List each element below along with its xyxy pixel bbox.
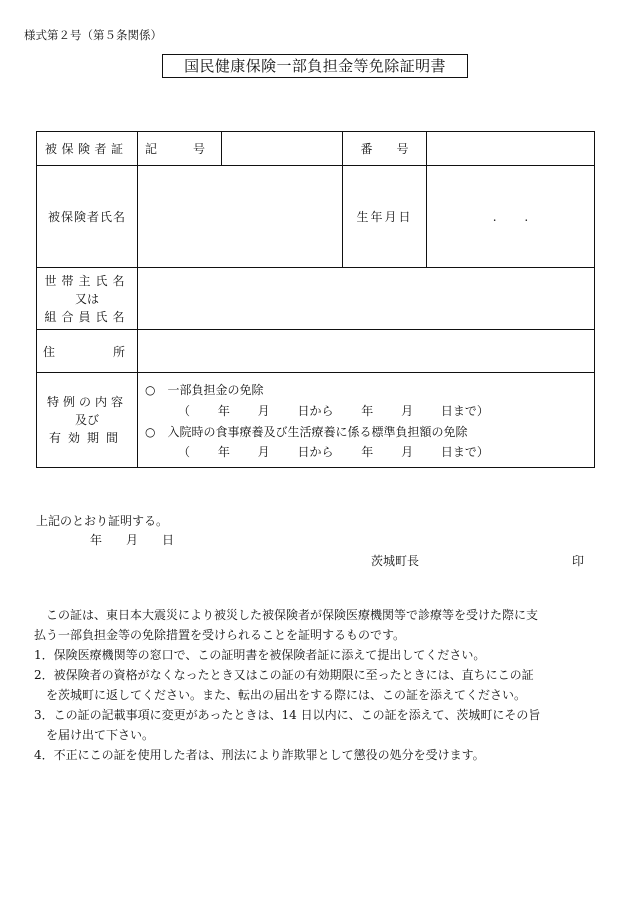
notice-section xyxy=(34,605,606,765)
option-1-text: ○ 一部負担金の免除 xyxy=(145,383,264,397)
option-2-period: （ 年 月 日から 年 月 日まで） xyxy=(178,445,489,459)
form-number: 様式第２号（第５条関係） xyxy=(24,28,162,42)
option-2-text: ○ 入院時の食事療養及び生活療養に係る標準負担額の免除 xyxy=(145,425,468,439)
notice-intro-line1: この証は、東日本大震災により被災した被保険者が保険医療機関等で診療等を受けた際に支 xyxy=(34,608,539,622)
birthdate-value: . . xyxy=(492,210,529,224)
issue-date: 年 月 日 xyxy=(90,533,175,547)
notice-item-2-line1: 2．被保険者の資格がなくなったとき又はこの証の有効期限に至ったときには、直ちにこの証 xyxy=(34,668,534,682)
householder-label: 世帯主氏名 又は 組合員氏名 xyxy=(44,273,130,324)
special-period-label: 特例の内容 及び 有効期間 xyxy=(46,395,127,445)
birthdate-label: 生年月日 xyxy=(356,210,413,224)
issuer-name: 茨城町長 xyxy=(371,554,420,568)
notice-item-2-line2: を茨城町に返してください。また、転出の届出をする際には、この証を添えてください。 xyxy=(46,688,527,702)
insured-cert-label: 被保険者証 xyxy=(45,142,128,156)
notice-item-4: 4．不正にこの証を使用した者は、刑法により詐欺罪として懲役の処分を受けます。 xyxy=(34,748,485,762)
option-1-period: （ 年 月 日から 年 月 日まで） xyxy=(178,404,489,418)
certify-statement: 上記のとおり証明する。 xyxy=(36,514,169,528)
number-label: 番 号 xyxy=(360,142,409,156)
notice-item-3-line2: を届け出て下さい。 xyxy=(46,728,155,742)
document-title: 国民健康保険一部負担金等免除証明書 xyxy=(162,54,468,78)
address-label: 住 所 xyxy=(43,344,125,359)
notice-intro-line2: 払う一部負担金等の免除措置を受けられることを証明するものです。 xyxy=(34,628,406,642)
notice-item-3-line1: 3．この証の記載事項に変更があったときは、14 日以内に、この証を添えて、茨城町にその旨 xyxy=(34,708,541,722)
notice-item-1: 1．保険医療機関等の窓口で、この証明書を被保険者証に添えて提出してください。 xyxy=(34,648,486,662)
insured-name-label: 被保険者氏名 xyxy=(47,210,126,224)
seal-mark: 印 xyxy=(572,554,585,568)
symbol-label: 記 号 xyxy=(145,142,206,156)
